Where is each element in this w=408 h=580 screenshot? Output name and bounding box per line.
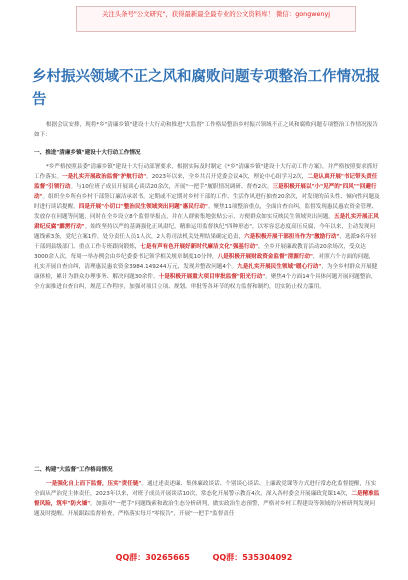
highlight: 四是开展"小切口"整治民生领域突出问题"惠民行动" bbox=[78, 204, 208, 210]
text: ，选派9名年轻干部到县级部门、重点工作专班跟岗锻炼， bbox=[34, 234, 377, 250]
text: 。聚焦4个方面14个具体问题开展问题整治，全方面推进自查自纠，规范工作程序，加强对项目立项、规划、审批等各环节的权力监督和制约，切实防止权力滥用。 bbox=[34, 274, 377, 290]
footer-qq bbox=[0, 552, 408, 563]
highlight: 二是精准监督风险，筑牢"防火墙" bbox=[34, 491, 380, 507]
intro-paragraph bbox=[34, 120, 380, 140]
text: 。与10位班子成员开展谈心谈话20余次，开展"一把手"履职情况调研、督查2次。 bbox=[70, 184, 273, 190]
text: 。组织全乡所有乡村干部签订廉洁承诺书。定期或不定期对乡村干部的工作、生活作风进行抽查20余次，对发现的苗头性、倾向性问题及时进行谈话提醒。 bbox=[34, 194, 380, 210]
highlight: 八是积极开展财政资金监督"清源行动" bbox=[217, 254, 313, 260]
section-2-paragraph-1 bbox=[34, 479, 380, 519]
text: ，为全乡村群众开展健康体检，累计为群众办理事务、解决问题30余件。 bbox=[34, 264, 378, 280]
text: ，对照六个方面的问题，扎实开展自查自纠，清理惠民惠农资金3984.149244万元，发现并整改问题4个。 bbox=[34, 254, 375, 270]
intro-text: 根据会议安排，现将*乡"清廉乡镇"建设十大行动和推进"大监督"工作格局整治乡村振兴领域不正之风和腐败问题专项整治工作情况报告如下： bbox=[34, 122, 378, 138]
highlight: 六是积极开展干部担当作为"激励行动" bbox=[244, 234, 340, 240]
banner-line: 关注头条号"公文研究"，获得最新最全最专业的公文资料库！ 微信：gongwenyj bbox=[101, 10, 331, 18]
text: 。通过述责述廉、集体廉政谈话、个别谈心谈话、上廉政党课等方式进行常态化监督提醒，压实全面从严治党主体责任，2023年以来，对班子成员开展谈话10次，常态化开展警示教育4次，深入各村委会开展廉政党课14次， bbox=[34, 481, 377, 497]
section-1 bbox=[34, 146, 380, 292]
qq-group-2: QQ群：535304092 bbox=[212, 553, 293, 562]
page-title: 乡村振兴领域不正之风和腐败问题专项整治工作情况报告 bbox=[32, 69, 380, 108]
highlight: 一是扎实开展政治监督"护航行动" bbox=[61, 174, 147, 180]
highlight: 五是扎实开展正风肃纪反腐"霹雳行动" bbox=[34, 214, 379, 230]
text: 。2023年以来，全乡共召开党委会议4次，理论中心组学习2次， bbox=[146, 174, 308, 180]
highlight: 九是扎实开展民生领域"暖心行动" bbox=[237, 264, 322, 270]
text: *乡严格按照县委"清廉乡镇"建设十大行动部署要求，根据实际及时制定《*乡"清廉乡镇"建设十大行动工作方案》，并严格按照要求抓好工作落实。 bbox=[34, 164, 378, 180]
highlight: 三是积极开展以"小"见严的"四风""回避行动" bbox=[34, 184, 377, 200]
text: 。加强对"一把手"问题线索和政治生态分析研判，做实政治生态预警，严格对乡村工程建设等领域的分析研判发现问题及时提醒，开展跟踪监督检查，严格落实每月"零报告"，开展"一把手"监督责任 bbox=[34, 501, 376, 517]
highlight: 十是积极开展重大项目审批监督"阳光行动" bbox=[158, 274, 266, 280]
qq-group-1: QQ群：30265665 bbox=[115, 553, 190, 562]
text: 。聚焦11项整治重点，全面自查自纠，监督发现惠民惠农资金管理、发放存在问题等问题，同时在全乡设立8个监督举报点，并在人群密集地张贴公示，方便群众如实反映民生领域突出问题。 bbox=[34, 204, 378, 220]
header-banner bbox=[76, 6, 356, 32]
section-1-heading: 一、推进"清廉乡镇"建设十大行动工作情况 bbox=[34, 150, 141, 156]
section-2 bbox=[34, 463, 380, 519]
text: ，全乡开展廉政教育活动20余场次，受众达3000余人次，每周一举办例会由乡纪委委书记领学相关规章制度10分钟， bbox=[34, 244, 366, 260]
highlight: 一是强化自上而下监督，压实"责任链" bbox=[46, 481, 142, 487]
highlight: 七是有声有色开展好新时代廉洁文化"强基行动" bbox=[140, 244, 259, 250]
section-2-heading: 二、构建"大监督"工作格局情况 bbox=[34, 467, 113, 473]
text: 。始终坚持以严的基调强化正风肃纪，精准运用监督执纪"四种形态"，以零容忍态度高压反腐，今年以来，主动发现问题线索3条，党纪立案1件，处分责任人员1人次，2人将司法机关处理结果确定追责， bbox=[34, 224, 376, 240]
section-1-paragraph bbox=[34, 162, 380, 292]
highlight: 二是认真开展"书记带头责任监督"引领行动 bbox=[34, 174, 378, 190]
